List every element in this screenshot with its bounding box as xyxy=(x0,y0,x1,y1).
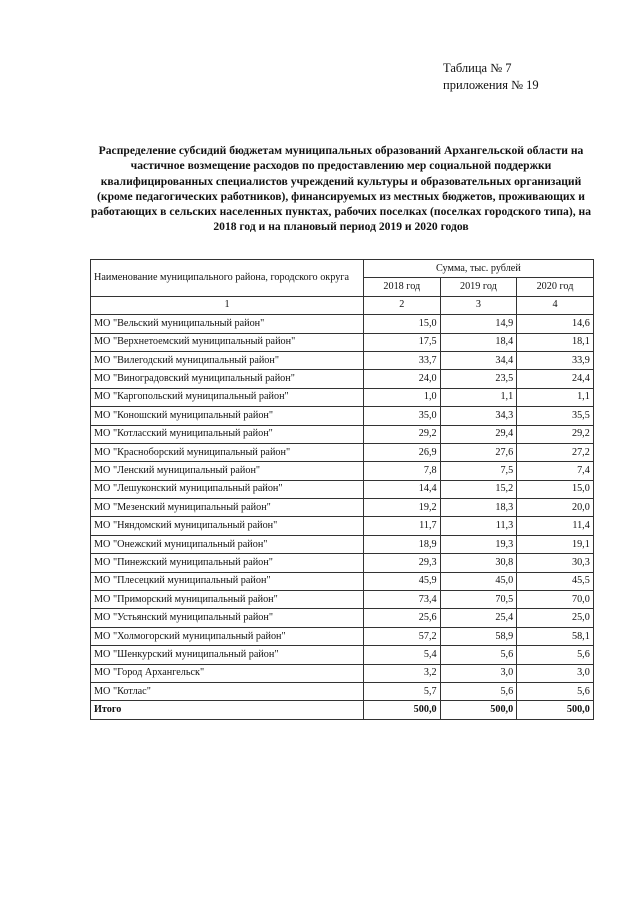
municipality-name: МО "Мезенский муниципальный район" xyxy=(91,499,364,517)
total-label: Итого xyxy=(91,701,364,719)
amount-2020: 30,3 xyxy=(517,554,594,572)
table-row xyxy=(91,462,594,480)
amount-2020: 14,6 xyxy=(517,315,594,333)
municipality-name: МО "Ленский муниципальный район" xyxy=(91,462,364,480)
amount-2019: 11,3 xyxy=(440,517,517,535)
table-row xyxy=(91,499,594,517)
amount-2018: 5,4 xyxy=(364,646,441,664)
table-number: Таблица № 7 xyxy=(443,61,512,75)
amount-2019: 5,6 xyxy=(440,646,517,664)
amount-2019: 27,6 xyxy=(440,443,517,461)
municipality-name: МО "Вельский муниципальный район" xyxy=(91,315,364,333)
table-row xyxy=(91,407,594,425)
table-row xyxy=(91,480,594,498)
amount-2018: 18,9 xyxy=(364,535,441,553)
municipality-name: МО "Плесецкий муниципальный район" xyxy=(91,572,364,590)
amount-2018: 3,2 xyxy=(364,664,441,682)
amount-2019: 34,4 xyxy=(440,351,517,369)
amount-2019: 15,2 xyxy=(440,480,517,498)
header-row xyxy=(91,260,594,278)
table-row xyxy=(91,646,594,664)
municipality-name: МО "Приморский муниципальный район" xyxy=(91,591,364,609)
amount-2019: 18,3 xyxy=(440,499,517,517)
header-name-cell: Наименование муниципального района, городского округа xyxy=(91,260,364,297)
municipality-name: МО "Устьянский муниципальный район" xyxy=(91,609,364,627)
amount-2019: 1,1 xyxy=(440,388,517,406)
table-row xyxy=(91,388,594,406)
amount-2019: 23,5 xyxy=(440,370,517,388)
table-row xyxy=(91,572,594,590)
amount-2019: 34,3 xyxy=(440,407,517,425)
table-row xyxy=(91,591,594,609)
amount-2018: 19,2 xyxy=(364,499,441,517)
amount-2019: 45,0 xyxy=(440,572,517,590)
amount-2018: 45,9 xyxy=(364,572,441,590)
amount-2020: 58,1 xyxy=(517,627,594,645)
amount-2020: 24,4 xyxy=(517,370,594,388)
amount-2020: 20,0 xyxy=(517,499,594,517)
amount-2019: 30,8 xyxy=(440,554,517,572)
municipality-name: МО "Город Архангельск" xyxy=(91,664,364,682)
amount-2020: 29,2 xyxy=(517,425,594,443)
header-year-2020: 2020 год xyxy=(517,278,594,296)
amount-2020: 15,0 xyxy=(517,480,594,498)
column-number: 4 xyxy=(517,296,594,314)
table-row xyxy=(91,315,594,333)
table-row xyxy=(91,682,594,700)
table-row xyxy=(91,351,594,369)
municipality-name: МО "Пинежский муниципальный район" xyxy=(91,554,364,572)
municipality-name: МО "Красноборский муниципальный район" xyxy=(91,443,364,461)
amount-2018: 7,8 xyxy=(364,462,441,480)
municipality-name: МО "Виноградовский муниципальный район" xyxy=(91,370,364,388)
document-title: Распределение субсидий бюджетам муниципальных образований Архангельской области на частичное возмещение расходов по предоставлению мер социальной поддержки квалифицированных специалистов учреждений культуры и образовательных организаций (кроме педагогических работников), финансируемых из местных бюджетов, проживающих и работающих в сельских населенных пунктах, рабочих поселках (поселках городского типа), на 2018 год и на плановый период 2019 и 2020 годов xyxy=(90,144,591,234)
municipality-name: МО "Каргопольский муниципальный район" xyxy=(91,388,364,406)
amount-2020: 11,4 xyxy=(517,517,594,535)
amount-2019: 58,9 xyxy=(440,627,517,645)
column-number-row xyxy=(91,296,594,314)
appendix-reference xyxy=(443,60,539,94)
amount-2020: 5,6 xyxy=(517,682,594,700)
municipality-name: МО "Няндомский муниципальный район" xyxy=(91,517,364,535)
municipality-name: МО "Коношский муниципальный район" xyxy=(91,407,364,425)
amount-2020: 7,4 xyxy=(517,462,594,480)
amount-2019: 7,5 xyxy=(440,462,517,480)
amount-2018: 11,7 xyxy=(364,517,441,535)
amount-2018: 24,0 xyxy=(364,370,441,388)
amount-2018: 26,9 xyxy=(364,443,441,461)
amount-2020: 27,2 xyxy=(517,443,594,461)
header-year-2019: 2019 год xyxy=(440,278,517,296)
table-row xyxy=(91,609,594,627)
table-row xyxy=(91,554,594,572)
amount-2019: 29,4 xyxy=(440,425,517,443)
amount-2019: 19,3 xyxy=(440,535,517,553)
amount-2018: 29,3 xyxy=(364,554,441,572)
subsidy-table xyxy=(90,259,594,720)
header-sum-cell: Сумма, тыс. рублей xyxy=(364,260,594,278)
amount-2020: 45,5 xyxy=(517,572,594,590)
amount-2018: 29,2 xyxy=(364,425,441,443)
total-amount-2019: 500,0 xyxy=(440,701,517,719)
municipality-name: МО "Холмогорский муниципальный район" xyxy=(91,627,364,645)
appendix-number: приложения № 19 xyxy=(443,78,539,92)
amount-2019: 3,0 xyxy=(440,664,517,682)
table-row xyxy=(91,535,594,553)
amount-2020: 70,0 xyxy=(517,591,594,609)
column-number: 3 xyxy=(440,296,517,314)
table-row xyxy=(91,517,594,535)
amount-2018: 73,4 xyxy=(364,591,441,609)
amount-2018: 5,7 xyxy=(364,682,441,700)
amount-2020: 5,6 xyxy=(517,646,594,664)
subsidy-table-body xyxy=(91,260,594,720)
total-amount-2018: 500,0 xyxy=(364,701,441,719)
total-amount-2020: 500,0 xyxy=(517,701,594,719)
municipality-name: МО "Котлас" xyxy=(91,682,364,700)
amount-2018: 35,0 xyxy=(364,407,441,425)
amount-2018: 57,2 xyxy=(364,627,441,645)
header-year-2018: 2018 год xyxy=(364,278,441,296)
amount-2018: 14,4 xyxy=(364,480,441,498)
amount-2018: 25,6 xyxy=(364,609,441,627)
amount-2018: 17,5 xyxy=(364,333,441,351)
column-number: 2 xyxy=(364,296,441,314)
amount-2020: 35,5 xyxy=(517,407,594,425)
amount-2018: 1,0 xyxy=(364,388,441,406)
amount-2019: 25,4 xyxy=(440,609,517,627)
amount-2020: 18,1 xyxy=(517,333,594,351)
amount-2019: 18,4 xyxy=(440,333,517,351)
table-row xyxy=(91,627,594,645)
amount-2020: 19,1 xyxy=(517,535,594,553)
column-number: 1 xyxy=(91,296,364,314)
amount-2019: 14,9 xyxy=(440,315,517,333)
municipality-name: МО "Вилегодский муниципальный район" xyxy=(91,351,364,369)
amount-2019: 70,5 xyxy=(440,591,517,609)
table-row xyxy=(91,333,594,351)
amount-2018: 15,0 xyxy=(364,315,441,333)
table-row xyxy=(91,370,594,388)
municipality-name: МО "Онежский муниципальный район" xyxy=(91,535,364,553)
amount-2020: 25,0 xyxy=(517,609,594,627)
amount-2020: 3,0 xyxy=(517,664,594,682)
municipality-name: МО "Котласский муниципальный район" xyxy=(91,425,364,443)
table-row xyxy=(91,425,594,443)
municipality-name: МО "Лешуконский муниципальный район" xyxy=(91,480,364,498)
total-row xyxy=(91,701,594,719)
amount-2020: 33,9 xyxy=(517,351,594,369)
municipality-name: МО "Верхнетоемский муниципальный район" xyxy=(91,333,364,351)
table-row xyxy=(91,664,594,682)
amount-2018: 33,7 xyxy=(364,351,441,369)
municipality-name: МО "Шенкурский муниципальный район" xyxy=(91,646,364,664)
amount-2019: 5,6 xyxy=(440,682,517,700)
amount-2020: 1,1 xyxy=(517,388,594,406)
table-row xyxy=(91,443,594,461)
